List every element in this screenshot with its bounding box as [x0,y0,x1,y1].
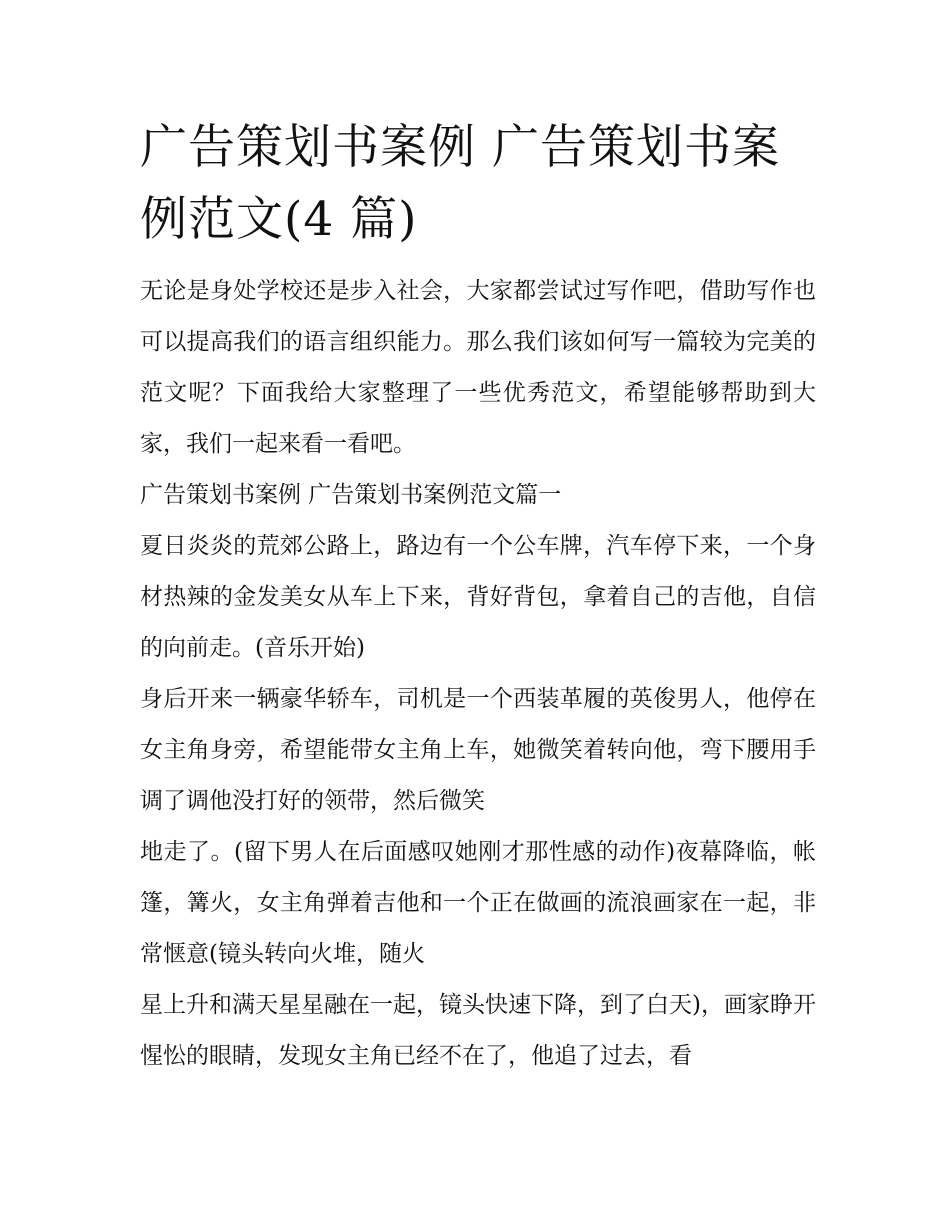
body-paragraph: 身后开来一辆豪华轿车，司机是一个西装革履的英俊男人，他停在女主角身旁，希望能带女主角上车，她微笑着转向他，弯下腰用手调了调他没打好的领带，然后微笑 [140,686,816,814]
document-title: 广告策划书案例 广告策划书案例范文(4 篇) [140,120,780,247]
body-paragraph: 夏日炎炎的荒郊公路上，路边有一个公车牌，汽车停下来，一个身材热辣的金发美女从车上下来，背好背包，拿着自己的吉他，自信的向前走。(音乐开始) [140,533,816,661]
body-paragraph: 星上升和满天星星融在一起，镜头快速下降，到了白天)，画家睁开惺忪的眼睛，发现女主角已经不在了，他追了过去，看 [140,992,816,1069]
body-paragraph: 地走了。(留下男人在后面感叹她刚才那性感的动作)夜幕降临，帐篷，篝火，女主角弹着吉他和一个正在做画的流浪画家在一起，非常惬意(镜头转向火堆，随火 [140,839,816,967]
section-heading: 广告策划书案例 广告策划书案例范文篇一 [140,482,562,508]
document-body [140,112,816,1082]
intro-paragraph: 无论是身处学校还是步入社会，大家都尝试过写作吧，借助写作也可以提高我们的语言组织能力。那么我们该如何写一篇较为完美的范文呢？下面我给大家整理了一些优秀范文，希望能够帮助到大家，我们一起来看一看吧。 [140,278,816,457]
